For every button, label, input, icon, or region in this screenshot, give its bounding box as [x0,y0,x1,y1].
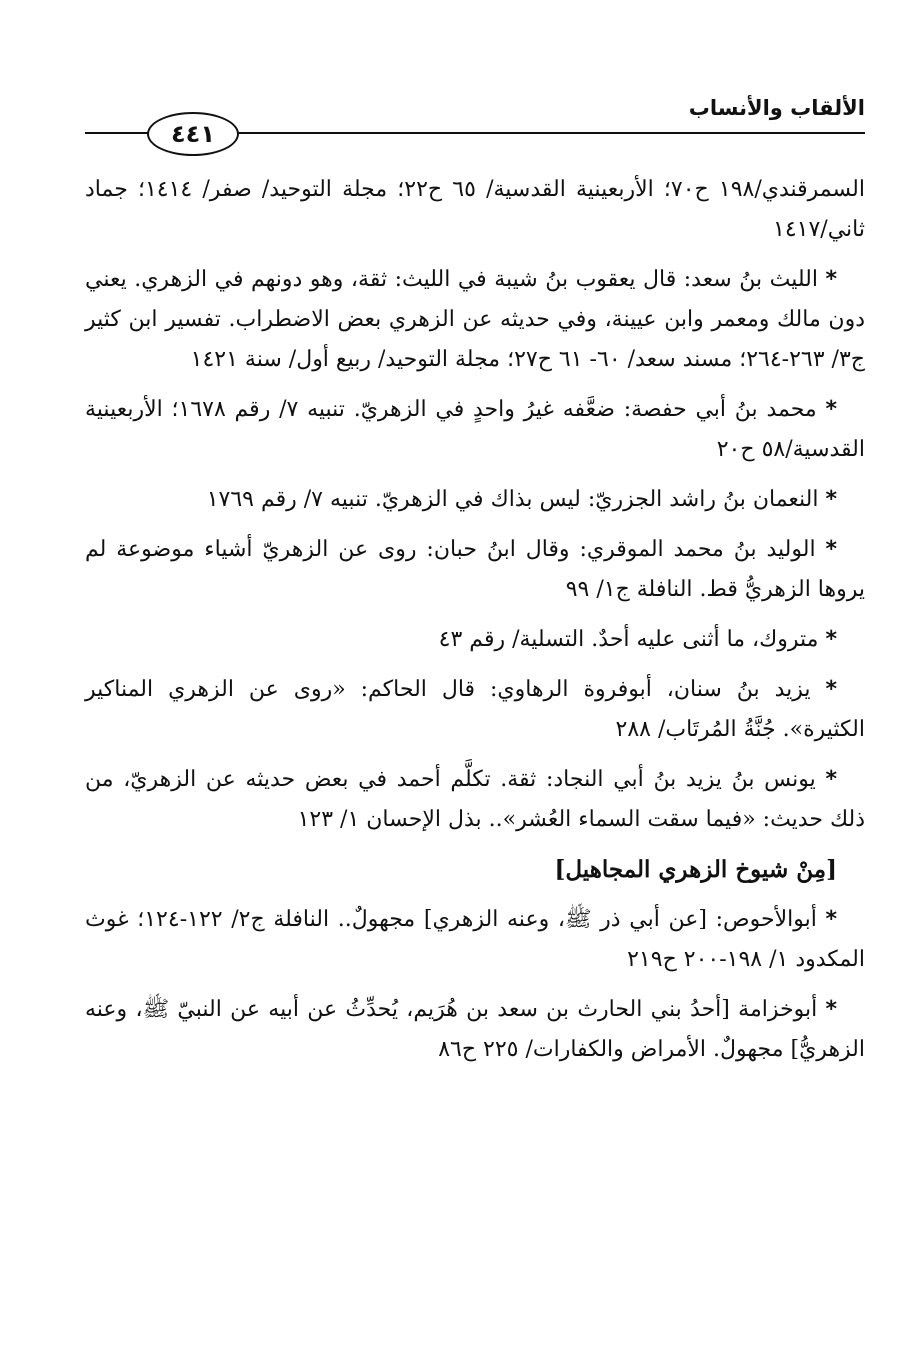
entry-paragraph [85,530,865,610]
entry-paragraph [85,620,865,660]
paragraph [85,170,865,250]
entry-star: * [825,907,837,932]
paragraph-text: الليث بنُ سعد: قال يعقوب بنُ شيبة في الليث: ثقة، وهو دونهم في الزهري. يعني دون مالك ومعمر وابن عيينة، وفي حديثه عن الزهري بعض الاضطراب. تفسير ابن كثير ج٣/ ٢٦٣-٢٦٤؛ مسند سعد/ ٦٠- ٦١ ح٢٧؛ مجلة التوحيد/ ربيع أول/ سنة ١٤٢١ [85,267,865,372]
entry-star: * [825,767,837,792]
paragraph-text: يونس بنُ يزيد بنُ أبي النجاد: ثقة. تكلَّم أحمد في بعض حديثه عن الزهريّ، من ذلك حديث: «فيما سقت السماء العُشر».. بذل الإحسان ١/ ١٢٣ [85,767,865,832]
paragraph-text: النعمان بنُ راشد الجزريّ: ليس بذاك في الزهريّ. تنبيه ٧/ رقم ١٧٦٩ [206,487,819,512]
paragraph-text: أبوالأحوص: [عن أبي ذر ﷺ، وعنه الزهري] مجهولٌ.. النافلة ج٢/ ١٢٢-١٢٤؛ غوث المكدود ١/ ١٩٨-٢٠٠ ح٢١٩ [85,907,865,972]
page-body [85,170,865,1080]
entry-star: * [825,537,837,562]
section-heading: [مِنْ شيوخ الزهري المجاهيل] [554,856,837,883]
running-title: الألقاب والأنساب [688,96,865,120]
entry-paragraph [85,480,865,520]
entry-paragraph [85,260,865,380]
page-header [85,92,865,162]
paragraph-text: الوليد بنُ محمد الموقري: وقال ابنُ حبان: روى عن الزهريّ أشياء موضوعة لم يروها الزهريُّ قط. النافلة ج١/ ٩٩ [85,537,865,602]
entry-star: * [825,677,837,702]
paragraph-text: السمرقندي/١٩٨ ح٧٠؛ الأربعينية القدسية/ ٦٥ ح٢٢؛ مجلة التوحيد/ صفر/ ١٤١٤؛ جماد ثاني/١٤١٧ [85,177,865,242]
entry-star: * [825,267,837,292]
paragraph-text: متروك، ما أثنى عليه أحدٌ. التسلية/ رقم ٤٣ [438,627,819,652]
paragraph-text: أبوخزامة [أحدُ بني الحارث بن سعد بن هُرَيم، يُحدِّثُ عن أبيه عن النبيّ ﷺ، وعنه الزهريُّ] مجهولٌ. الأمراض والكفارات/ ٢٢٥ ح٨٦ [85,997,865,1062]
paragraph-text: يزيد بنُ سنان، أبوفروة الرهاوي: قال الحاكم: «روى عن الزهري المناكير الكثيرة». جُنَّةُ المُرتَاب/ ٢٨٨ [85,677,865,742]
entry-star: * [825,487,837,512]
entry-paragraph [85,390,865,470]
entry-star: * [825,997,837,1022]
paragraph-text: محمد بنُ أبي حفصة: ضعَّفه غيرُ واحدٍ في الزهريّ. تنبيه ٧/ رقم ١٦٧٨؛ الأربعينية القدسية/٥٨ ح٢٠ [85,397,865,462]
entry-paragraph [85,900,865,980]
page-number: ٤٤١ [147,112,239,156]
entry-star: * [825,627,837,652]
entry-paragraph [85,990,865,1070]
entry-paragraph [85,760,865,840]
entry-paragraph [85,670,865,750]
entry-star: * [825,397,837,422]
